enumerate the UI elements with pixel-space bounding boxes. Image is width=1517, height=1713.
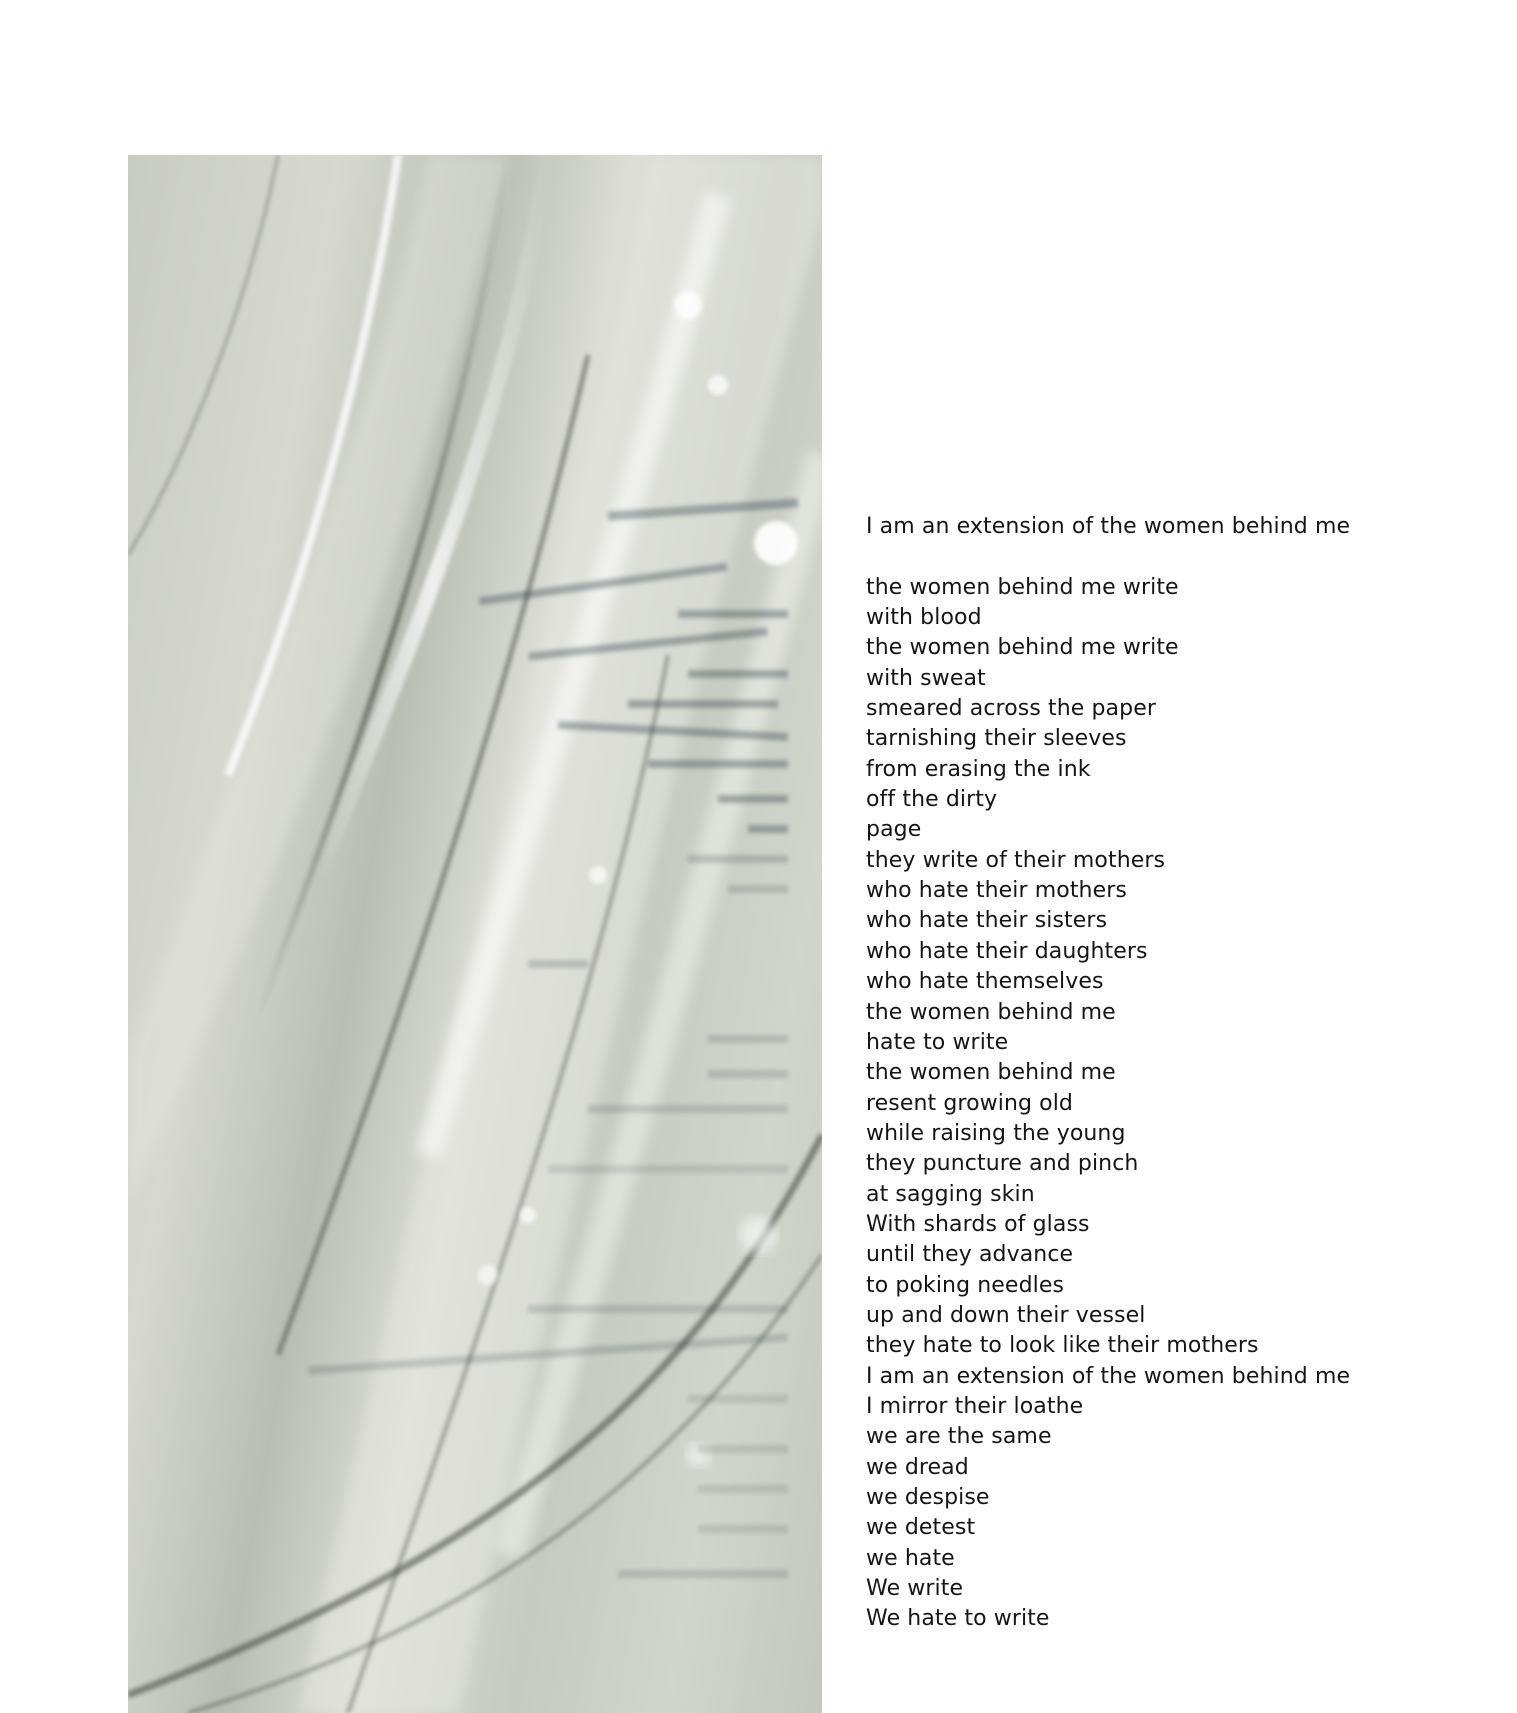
poem-text bbox=[866, 512, 1486, 1635]
poem-line: while raising the young bbox=[866, 1120, 1126, 1146]
poem-line: with sweat bbox=[866, 665, 986, 691]
poem-line: page bbox=[866, 817, 922, 843]
poem-line: to poking needles bbox=[866, 1272, 1065, 1298]
poem-title: I am an extension of the women behind me bbox=[866, 514, 1351, 539]
poem-line: until they advance bbox=[866, 1242, 1074, 1268]
poem-line: the women behind me bbox=[866, 999, 1116, 1025]
poem-line: We write bbox=[866, 1576, 964, 1602]
poem-line: smeared across the paper bbox=[866, 696, 1156, 722]
poem-line: they puncture and pinch bbox=[866, 1151, 1139, 1177]
poem-line: resent growing old bbox=[866, 1090, 1073, 1116]
poem-line: the women behind me write bbox=[866, 635, 1179, 661]
poem-line: at sagging skin bbox=[866, 1181, 1035, 1207]
poem-line: off the dirty bbox=[866, 787, 998, 813]
poem-line: I mirror their loathe bbox=[866, 1393, 1084, 1419]
poem-line: from erasing the ink bbox=[866, 756, 1091, 782]
poem-line: who hate themselves bbox=[866, 969, 1104, 995]
poem-line: tarnishing their sleeves bbox=[866, 726, 1127, 752]
poem-line: we are the same bbox=[866, 1424, 1052, 1450]
poem-line: I am an extension of the women behind me bbox=[866, 1363, 1351, 1389]
poem-line: with blood bbox=[866, 605, 982, 631]
distorted-glass-photo bbox=[128, 155, 822, 1713]
poem-line: we hate bbox=[866, 1545, 955, 1571]
poem-line: With shards of glass bbox=[866, 1211, 1090, 1237]
poem-line: We hate to write bbox=[866, 1606, 1050, 1632]
poem-line: the women behind me bbox=[866, 1060, 1116, 1086]
poem-line: who hate their sisters bbox=[866, 908, 1108, 934]
poem-line: hate to write bbox=[866, 1029, 1009, 1055]
poem-line: we detest bbox=[866, 1515, 976, 1541]
poem-line: they write of their mothers bbox=[866, 847, 1166, 873]
poem-line: who hate their mothers bbox=[866, 878, 1127, 904]
poem-line: the women behind me write bbox=[866, 574, 1179, 600]
poem-line: they hate to look like their mothers bbox=[866, 1333, 1259, 1359]
glass-refraction-art bbox=[128, 155, 822, 1713]
poem-line: we dread bbox=[866, 1454, 969, 1480]
poem-line: we despise bbox=[866, 1485, 990, 1510]
poem-line: up and down their vessel bbox=[866, 1302, 1146, 1328]
poem-line: who hate their daughters bbox=[866, 938, 1148, 964]
